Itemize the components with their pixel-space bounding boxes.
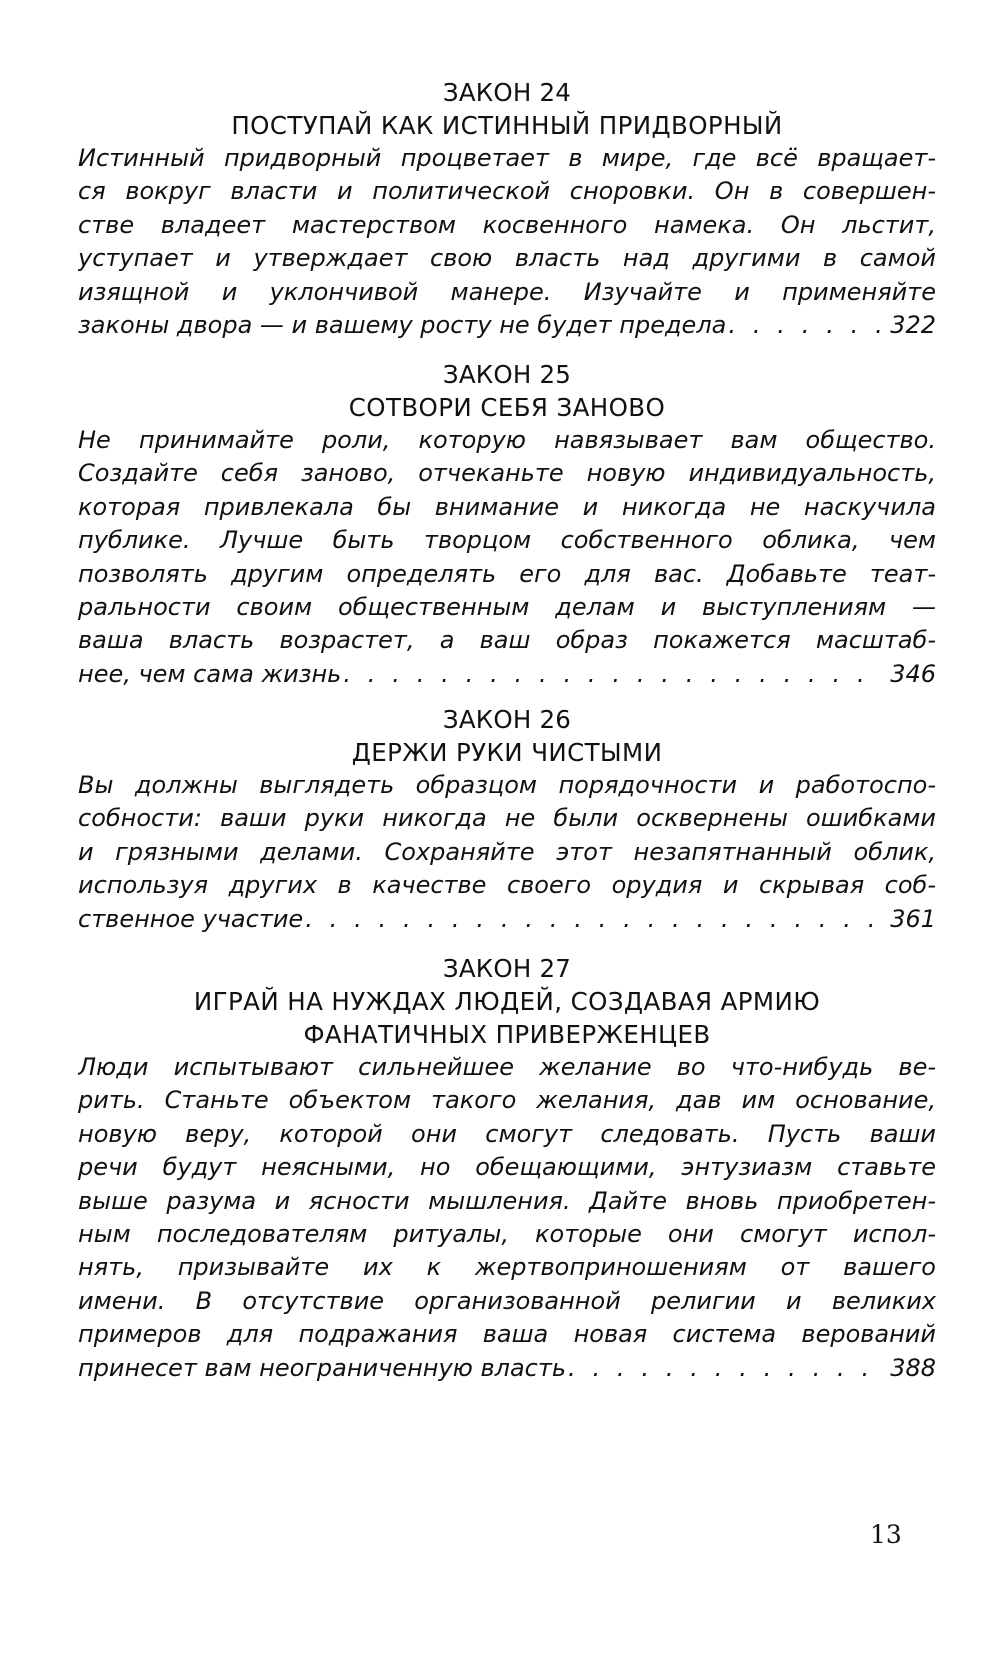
text-line: уступает и утверждает свою власть над другими в самой xyxy=(78,244,936,273)
law-entry-24 xyxy=(78,76,936,342)
text-line: новую веру, которой они смогут следовать. Пусть ваши xyxy=(78,1119,936,1148)
page-reference: 388 xyxy=(890,1353,936,1382)
page-number: 13 xyxy=(870,1520,902,1549)
text-line: рить. Станьте объектом такого желания, дав им основание, xyxy=(78,1086,936,1115)
text-line: собности: ваши руки никогда не были осквернены ошибками xyxy=(78,804,936,833)
text-line-last xyxy=(78,309,936,342)
law-description xyxy=(78,1051,936,1385)
text-line: Вы должны выглядеть образцом порядочности и работоспо- xyxy=(78,771,936,799)
page-reference: 346 xyxy=(890,659,936,688)
text-line: примеров для подражания ваша новая система верований xyxy=(78,1320,936,1349)
page-reference: 322 xyxy=(890,310,936,339)
law-description xyxy=(78,142,936,342)
text-line-end: нее, чем сама жизнь xyxy=(78,659,342,688)
text-line: ным последователям ритуалы, которые они смогут испол- xyxy=(78,1219,936,1248)
law-entry-25 xyxy=(78,358,936,691)
law-title: ИГРАЙ НА НУЖДАХ ЛЮДЕЙ, СОЗДАВАЯ АРМИЮ xyxy=(193,987,821,1016)
text-line-end: принесет вам неограниченную власть xyxy=(78,1353,566,1382)
leader-dots xyxy=(341,658,880,691)
text-line: изящной и уклончивой манере. Изучайте и применяйте xyxy=(78,277,936,306)
text-line: ся вокруг власти и политической сноровки. Он в совершен- xyxy=(78,177,936,206)
text-line: Не принимайте роли, которую навязывает вам общество. xyxy=(78,426,936,454)
text-line: которая привлекала бы внимание и никогда не наскучила xyxy=(78,492,936,521)
law-title: ПОСТУПАЙ КАК ИСТИННЫЙ ПРИДВОРНЫЙ xyxy=(231,111,783,140)
law-number: ЗАКОН 27 xyxy=(442,954,572,983)
page-reference: 361 xyxy=(890,904,936,933)
law-description xyxy=(78,424,936,691)
text-line: имени. В отсутствие организованной религии и великих xyxy=(78,1286,936,1315)
law-description xyxy=(78,769,936,936)
text-line: стве владеет мастерством косвенного намека. Он льстит, xyxy=(78,210,936,239)
leader-dots xyxy=(303,903,880,936)
text-line-end: законы двора — и вашему росту не будет предела xyxy=(78,310,727,339)
law-number: ЗАКОН 25 xyxy=(442,360,572,389)
law-title: ДЕРЖИ РУКИ ЧИСТЫМИ xyxy=(351,738,663,767)
leader-dots xyxy=(726,309,880,342)
law-entry-26 xyxy=(78,703,936,936)
text-line-last xyxy=(78,903,936,936)
text-line: Создайте себя заново, отчеканьте новую индивидуальность, xyxy=(78,459,936,488)
law-title: СОТВОРИ СЕБЯ ЗАНОВО xyxy=(348,393,666,422)
law-title-line-2: ФАНАТИЧНЫХ ПРИВЕРЖЕНЦЕВ xyxy=(303,1020,711,1049)
text-line: и грязными делами. Сохраняйте этот незапятнанный облик, xyxy=(78,837,936,866)
law-entry-27 xyxy=(78,952,936,1385)
text-line: Люди испытывают сильнейшее желание во что-нибудь ве- xyxy=(78,1053,936,1081)
law-number: ЗАКОН 26 xyxy=(442,705,572,734)
text-line-last xyxy=(78,1352,936,1385)
text-line-end: ственное участие xyxy=(78,904,304,933)
text-line-last xyxy=(78,658,936,691)
text-line: ваша власть возрастет, а ваш образ покажется масштаб- xyxy=(78,626,936,655)
text-line: нять, призывайте их к жертвоприношениям от вашего xyxy=(78,1253,936,1282)
text-line: ральности своим общественным делам и выступлениям — xyxy=(78,592,936,621)
text-line: выше разума и ясности мышления. Дайте вновь приобретен- xyxy=(78,1186,936,1215)
leader-dots xyxy=(566,1352,880,1385)
text-line: речи будут неясными, но обещающими, энтузиазм ставьте xyxy=(78,1153,936,1182)
text-line: используя других в качестве своего орудия и скрывая соб- xyxy=(78,871,936,900)
law-number: ЗАКОН 24 xyxy=(442,78,572,107)
text-line: Истинный придворный процветает в мире, где всё вращает- xyxy=(78,144,936,172)
text-line: позволять другим определять его для вас. Добавьте теат- xyxy=(78,559,936,588)
text-line: публике. Лучше быть творцом собственного облика, чем xyxy=(78,526,936,555)
